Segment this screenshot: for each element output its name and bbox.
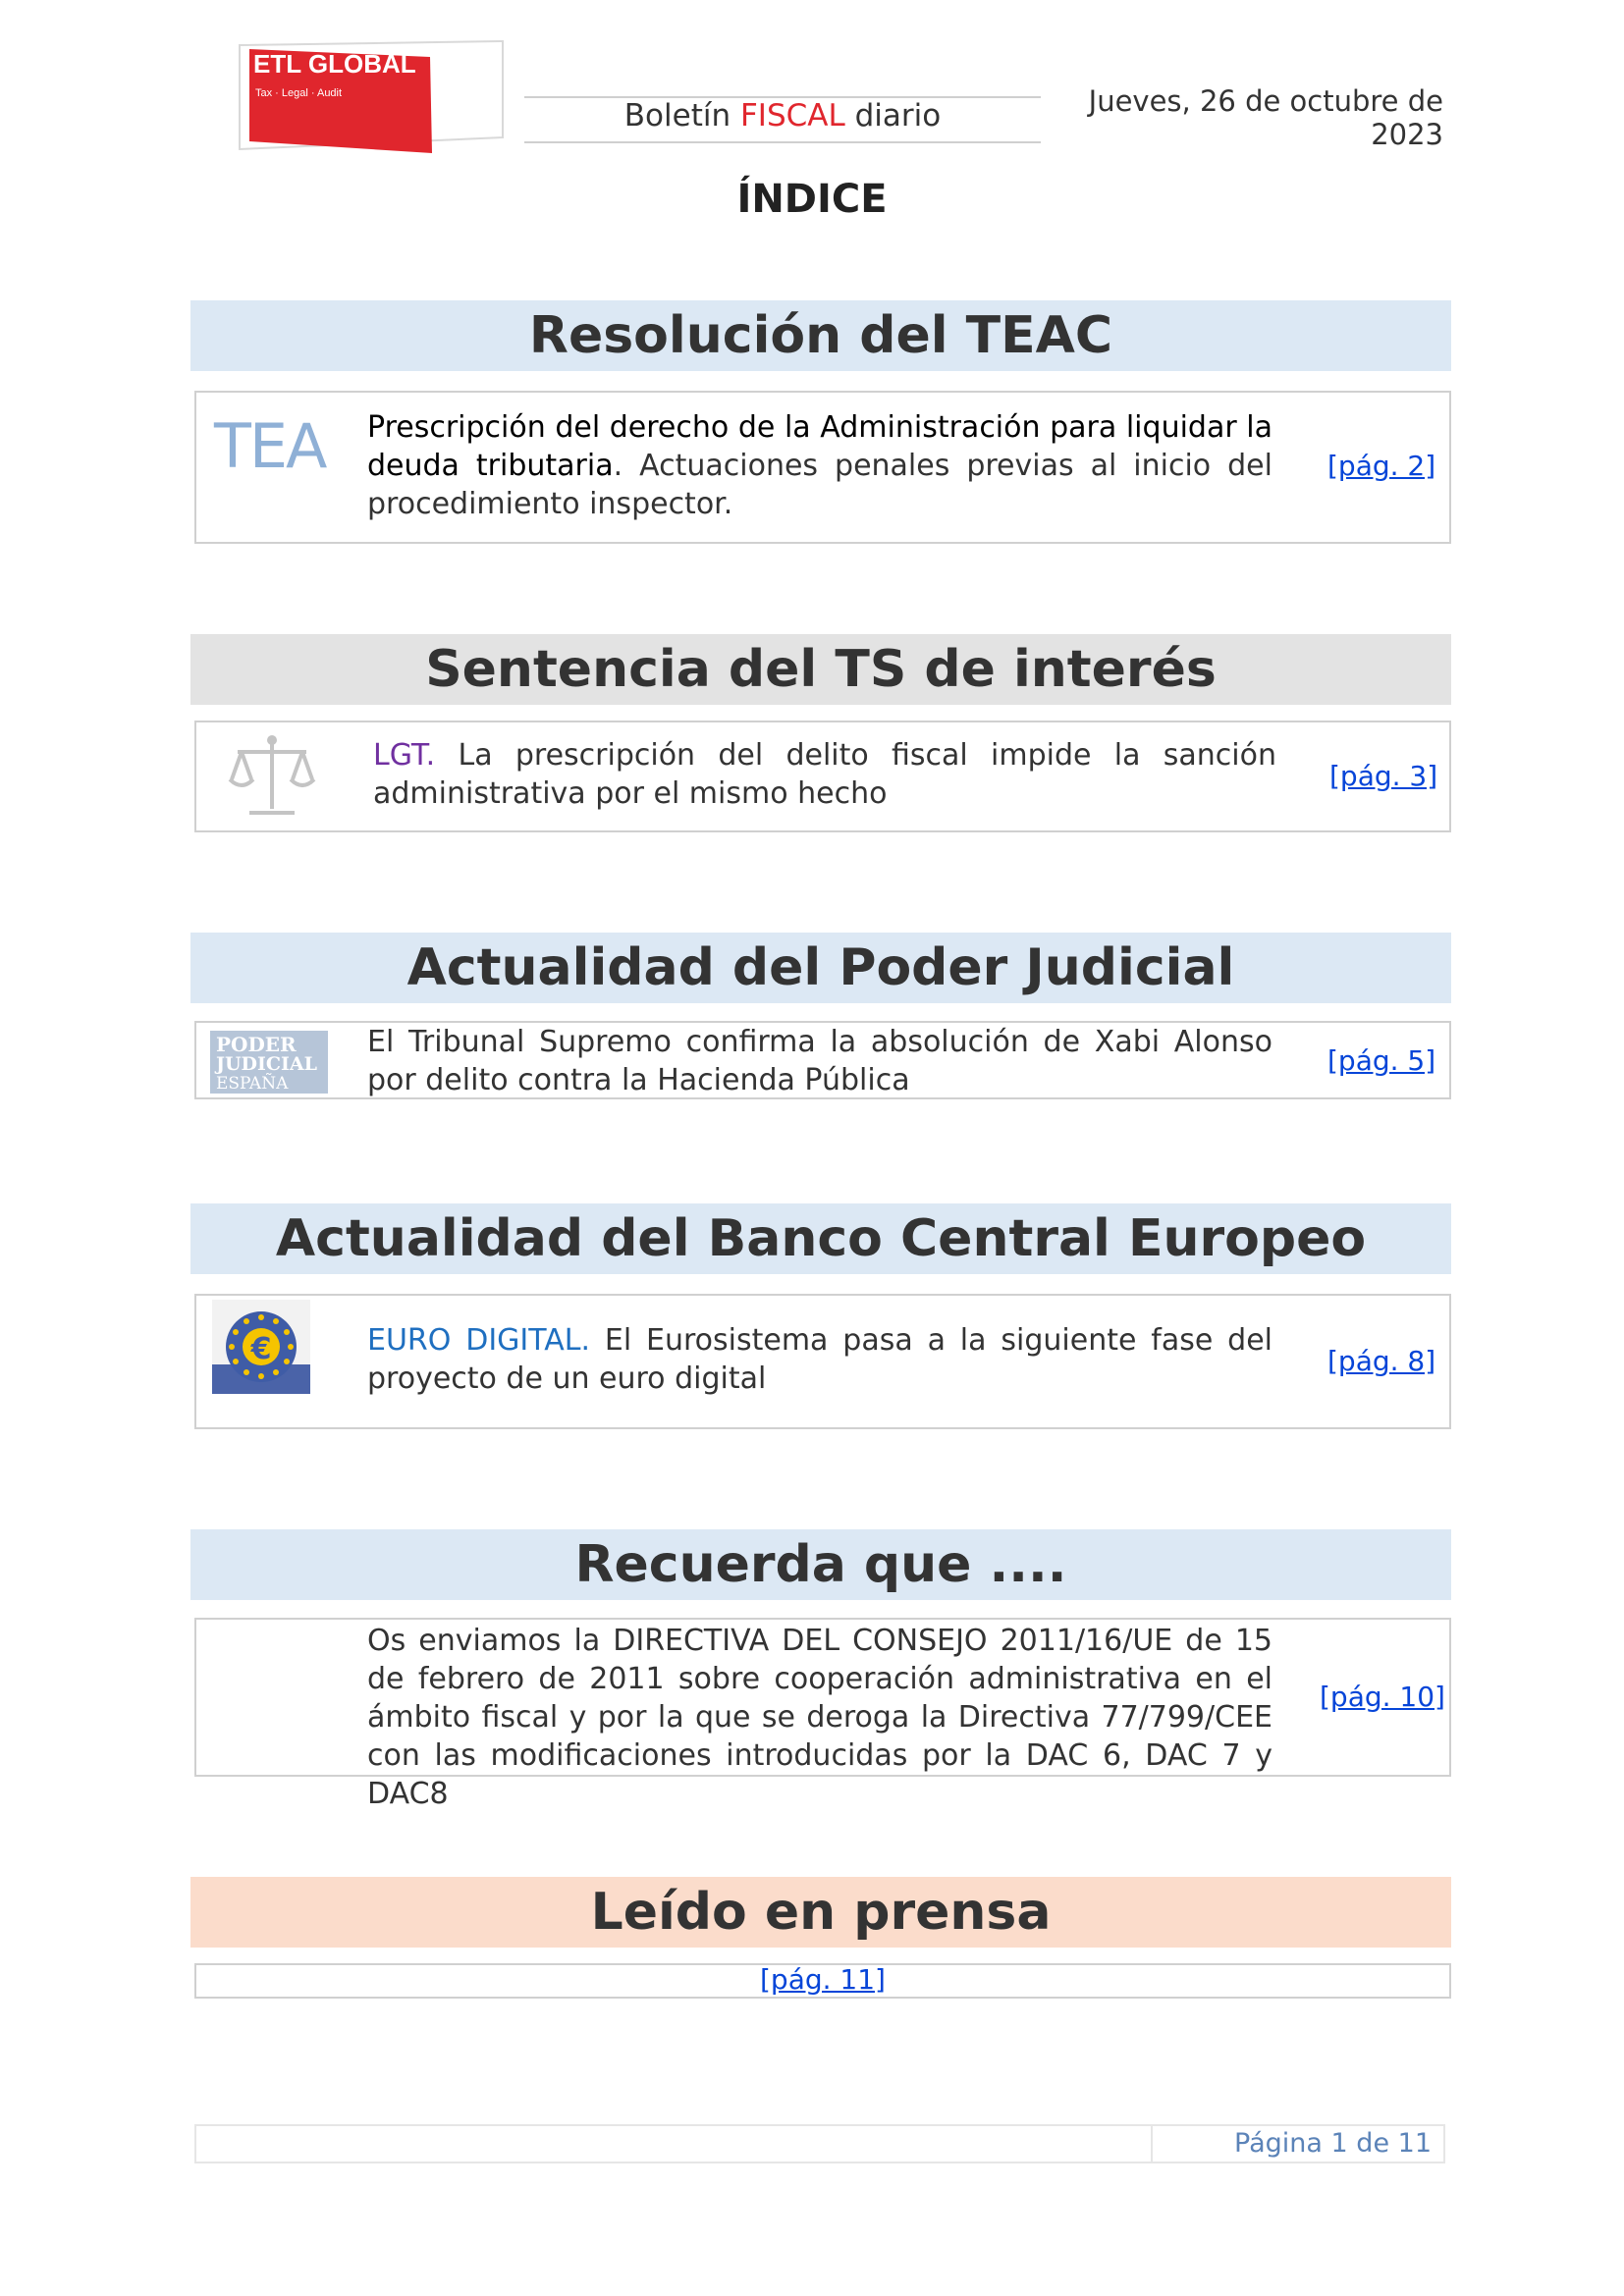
section-box-bce bbox=[194, 1294, 1451, 1429]
bulletin-accent: FISCAL bbox=[739, 98, 845, 133]
bulletin-prefix: Boletín bbox=[623, 98, 740, 133]
page-link-8[interactable]: [pág. 8] bbox=[1327, 1345, 1436, 1377]
section-heading-teac: Resolución del TEAC bbox=[190, 300, 1451, 371]
pj-logo-line2: JUDICIAL bbox=[216, 1053, 318, 1075]
scales-icon bbox=[228, 730, 316, 828]
etl-global-logo bbox=[236, 39, 507, 155]
bce-lead: EURO DIGITAL. bbox=[367, 1323, 591, 1358]
footer-divider bbox=[1151, 2124, 1153, 2163]
header-rule-bottom bbox=[524, 141, 1041, 143]
section-box-recuerda bbox=[194, 1618, 1451, 1811]
teac-lead: Prescripción del derecho de la Administración para liquidar la deuda tributaria bbox=[367, 410, 1272, 483]
page-number: Página 1 de 11 bbox=[1234, 2128, 1432, 2159]
bulletin-suffix: diario bbox=[844, 98, 942, 133]
teac-text: . Actuaciones penales previas al inicio del procedimiento inspector. bbox=[367, 449, 1272, 521]
section-box-teac bbox=[194, 391, 1451, 544]
page-link-5[interactable]: [pág. 5] bbox=[1327, 1044, 1436, 1077]
pj-logo-line1: PODER bbox=[216, 1033, 297, 1056]
section-heading-recuerda: Recuerda que .... bbox=[190, 1529, 1451, 1600]
ts-lead: LGT. bbox=[373, 738, 436, 773]
section-box-prensa bbox=[194, 1963, 1451, 1999]
logo-tagline: Tax · Legal · Audit bbox=[255, 87, 343, 99]
bce-summary bbox=[367, 1321, 1272, 1398]
teac-summary bbox=[367, 408, 1272, 523]
tea-icon: TEA bbox=[214, 410, 326, 482]
pj-logo-line3: ESPAÑA bbox=[216, 1074, 289, 1094]
euro-stars-icon bbox=[212, 1300, 310, 1398]
section-heading-bce: Actualidad del Banco Central Europeo bbox=[190, 1203, 1451, 1274]
index-title: ÍNDICE bbox=[736, 177, 888, 222]
bulletin-title bbox=[524, 98, 1041, 133]
section-heading-ts: Sentencia del TS de interés bbox=[190, 634, 1451, 705]
section-box-poder-judicial bbox=[194, 1021, 1451, 1099]
page-link-3[interactable]: [pág. 3] bbox=[1329, 760, 1438, 792]
poder-judicial-logo-icon bbox=[210, 1031, 328, 1094]
page-link-2[interactable]: [pág. 2] bbox=[1327, 450, 1436, 482]
section-box-ts bbox=[194, 721, 1451, 832]
page-link-10[interactable]: [pág. 10] bbox=[1320, 1681, 1445, 1713]
bce-text: El Eurosistema pasa a la siguiente fase del proyecto de un euro digital bbox=[367, 1323, 1272, 1396]
ts-text: La prescripción del delito fiscal impide la sanción administrativa por el mismo hecho bbox=[373, 738, 1276, 811]
pj-summary: El Tribunal Supremo confirma la absolución de Xabi Alonso por delito contra la Hacienda Pública bbox=[367, 1025, 1272, 1097]
recuerda-summary: Os enviamos la DIRECTIVA DEL CONSEJO 2011/16/UE de 15 de febrero de 2011 sobre cooperación administrativa en el ámbito fiscal y por la que se deroga la Directiva 77/799/CEE con las modificaciones introducidas por la DAC 6, DAC 7 y DAC8 bbox=[367, 1624, 1272, 1811]
section-heading-poder-judicial: Actualidad del Poder Judicial bbox=[190, 933, 1451, 1003]
euro-symbol: € bbox=[250, 1332, 272, 1366]
logo-text: ETL GLOBAL bbox=[253, 49, 416, 79]
page-link-11[interactable]: [pág. 11] bbox=[760, 1963, 886, 1996]
bulletin-date: Jueves, 26 de octubre de 2023 bbox=[1088, 84, 1443, 151]
section-heading-prensa: Leído en prensa bbox=[190, 1877, 1451, 1948]
ts-summary bbox=[373, 736, 1276, 813]
